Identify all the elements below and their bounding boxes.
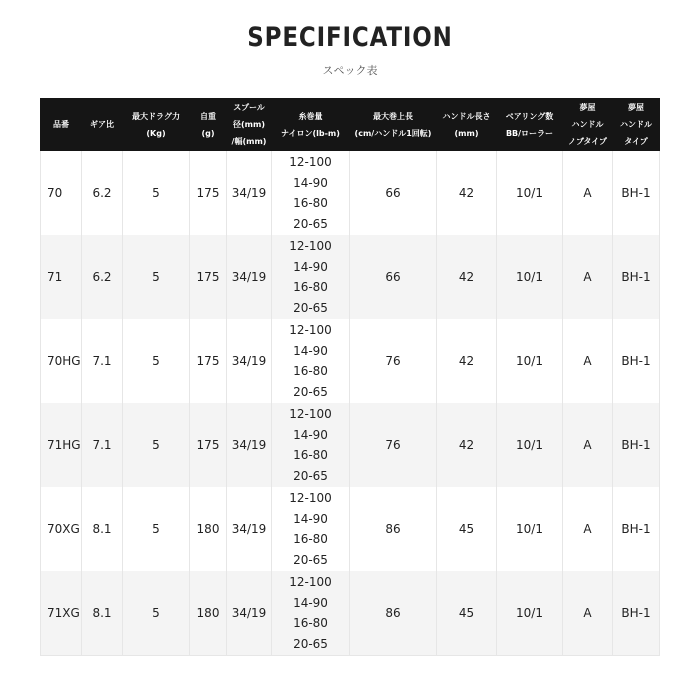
cell-gear: 8.1 <box>82 487 123 571</box>
line-capacity-value: 20-65 <box>293 468 328 483</box>
column-header-line: 糸巻量 <box>298 111 323 121</box>
column-header <box>497 99 563 151</box>
page-title: SPECIFICATION <box>247 22 453 53</box>
cell-htype: BH-1 <box>613 235 660 319</box>
column-header-line: 最大ドラグ力 <box>132 111 180 121</box>
line-capacity-value: 16-80 <box>293 448 328 462</box>
table-row <box>41 319 660 403</box>
cell-bearing: 10/1 <box>497 571 563 656</box>
line-capacity-value: 20-65 <box>293 636 328 651</box>
column-header-line: (g) <box>201 128 215 138</box>
line-capacity-value: 12-100 <box>289 239 332 253</box>
cell-retrieve: 86 <box>350 571 437 656</box>
cell-model: 70XG <box>41 487 82 571</box>
column-header <box>41 99 82 151</box>
cell-spool: 34/19 <box>227 571 272 656</box>
cell-weight: 175 <box>190 403 227 487</box>
cell-line <box>272 151 350 236</box>
cell-weight: 180 <box>190 571 227 656</box>
column-header-line: ハンドル <box>620 120 652 129</box>
line-capacity-value: 16-80 <box>293 196 328 210</box>
cell-model: 71 <box>41 235 82 319</box>
line-capacity-value: 12-100 <box>289 323 332 337</box>
column-header <box>190 99 227 151</box>
cell-drag: 5 <box>123 571 190 656</box>
cell-bearing: 10/1 <box>497 487 563 571</box>
column-header-line: (mm) <box>454 128 479 138</box>
line-capacity-value: 14-90 <box>293 595 328 610</box>
cell-handle: 42 <box>437 151 497 236</box>
column-header-line: ギア比 <box>90 120 114 129</box>
header-row <box>41 99 660 151</box>
column-header <box>563 99 613 151</box>
cell-gear: 8.1 <box>82 571 123 656</box>
cell-handle: 45 <box>437 571 497 656</box>
cell-line <box>272 403 350 487</box>
spec-table <box>40 98 660 656</box>
line-capacity-value: 14-90 <box>293 427 328 442</box>
cell-htype: BH-1 <box>613 151 660 236</box>
table-row <box>41 151 660 236</box>
line-capacity-value: 20-65 <box>293 216 328 231</box>
line-capacity-value: 20-65 <box>293 552 328 567</box>
line-capacity-value: 12-100 <box>289 491 332 505</box>
column-header-line: 最大巻上長 <box>373 111 413 121</box>
cell-knob: A <box>563 403 613 487</box>
column-header <box>350 99 437 151</box>
cell-gear: 7.1 <box>82 403 123 487</box>
cell-knob: A <box>563 151 613 236</box>
cell-drag: 5 <box>123 151 190 236</box>
line-capacity-value: 12-100 <box>289 407 332 421</box>
column-header-line: ノブタイプ <box>567 137 608 146</box>
cell-gear: 6.2 <box>82 235 123 319</box>
cell-spool: 34/19 <box>227 151 272 236</box>
column-header-line: 夢屋 <box>628 103 644 112</box>
cell-htype: BH-1 <box>613 319 660 403</box>
column-header-line: 径(mm) <box>233 120 265 129</box>
cell-gear: 7.1 <box>82 319 123 403</box>
line-capacity-value: 14-90 <box>293 175 328 190</box>
cell-bearing: 10/1 <box>497 235 563 319</box>
column-header-line: 自重 <box>200 111 216 121</box>
column-header-line: (cm/ハンドル1回転) <box>354 128 432 138</box>
column-header <box>82 99 123 151</box>
line-capacity-value: 12-100 <box>289 155 332 169</box>
cell-knob: A <box>563 235 613 319</box>
cell-weight: 175 <box>190 319 227 403</box>
cell-drag: 5 <box>123 319 190 403</box>
column-header-line: ハンドル <box>571 120 604 129</box>
column-header-line: タイプ <box>624 137 648 146</box>
cell-spool: 34/19 <box>227 319 272 403</box>
cell-weight: 175 <box>190 235 227 319</box>
line-capacity-value: 16-80 <box>293 280 328 294</box>
column-header-line: スプール <box>233 103 265 112</box>
table-row <box>41 487 660 571</box>
cell-spool: 34/19 <box>227 235 272 319</box>
cell-knob: A <box>563 571 613 656</box>
table-row <box>41 571 660 656</box>
column-header <box>227 99 272 151</box>
cell-handle: 45 <box>437 487 497 571</box>
table-body <box>41 151 660 656</box>
cell-handle: 42 <box>437 319 497 403</box>
cell-bearing: 10/1 <box>497 403 563 487</box>
cell-retrieve: 76 <box>350 319 437 403</box>
cell-handle: 42 <box>437 403 497 487</box>
table-row <box>41 235 660 319</box>
cell-spool: 34/19 <box>227 403 272 487</box>
table-row <box>41 403 660 487</box>
cell-drag: 5 <box>123 403 190 487</box>
column-header <box>437 99 497 151</box>
cell-drag: 5 <box>123 487 190 571</box>
cell-retrieve: 76 <box>350 403 437 487</box>
line-capacity-value: 16-80 <box>293 532 328 546</box>
line-capacity-value: 14-90 <box>293 259 328 274</box>
cell-line <box>272 319 350 403</box>
cell-handle: 42 <box>437 235 497 319</box>
cell-spool: 34/19 <box>227 487 272 571</box>
cell-weight: 180 <box>190 487 227 571</box>
column-header-line: 夢屋 <box>579 103 596 112</box>
cell-knob: A <box>563 319 613 403</box>
cell-drag: 5 <box>123 235 190 319</box>
line-capacity-value: 14-90 <box>293 343 328 358</box>
column-header-line: ナイロン(lb-m) <box>281 128 340 138</box>
column-header <box>613 99 660 151</box>
column-header-line: (Kg) <box>146 128 166 138</box>
column-header-line: /幅(mm) <box>231 137 267 146</box>
cell-line <box>272 571 350 656</box>
cell-bearing: 10/1 <box>497 151 563 236</box>
cell-retrieve: 86 <box>350 487 437 571</box>
cell-model: 71HG <box>41 403 82 487</box>
cell-retrieve: 66 <box>350 151 437 236</box>
cell-htype: BH-1 <box>613 571 660 656</box>
column-header <box>123 99 190 151</box>
column-header <box>272 99 350 151</box>
cell-line <box>272 487 350 571</box>
cell-model: 71XG <box>41 571 82 656</box>
cell-retrieve: 66 <box>350 235 437 319</box>
cell-weight: 175 <box>190 151 227 236</box>
line-capacity-value: 16-80 <box>293 364 328 378</box>
cell-model: 70 <box>41 151 82 236</box>
cell-knob: A <box>563 487 613 571</box>
line-capacity-value: 12-100 <box>289 575 332 589</box>
column-header-line: 品番 <box>53 120 69 129</box>
line-capacity-value: 16-80 <box>293 616 328 630</box>
cell-htype: BH-1 <box>613 487 660 571</box>
line-capacity-value: 20-65 <box>293 384 328 399</box>
column-header-line: ハンドル長さ <box>442 111 491 121</box>
column-header-line: ベアリング数 <box>505 111 554 121</box>
cell-bearing: 10/1 <box>497 319 563 403</box>
column-header-line: BB/ローラー <box>505 128 554 138</box>
line-capacity-value: 20-65 <box>293 300 328 315</box>
cell-htype: BH-1 <box>613 403 660 487</box>
line-capacity-value: 14-90 <box>293 511 328 526</box>
page-subtitle: スペック表 <box>322 64 378 77</box>
cell-gear: 6.2 <box>82 151 123 236</box>
cell-line <box>272 235 350 319</box>
cell-model: 70HG <box>41 319 82 403</box>
